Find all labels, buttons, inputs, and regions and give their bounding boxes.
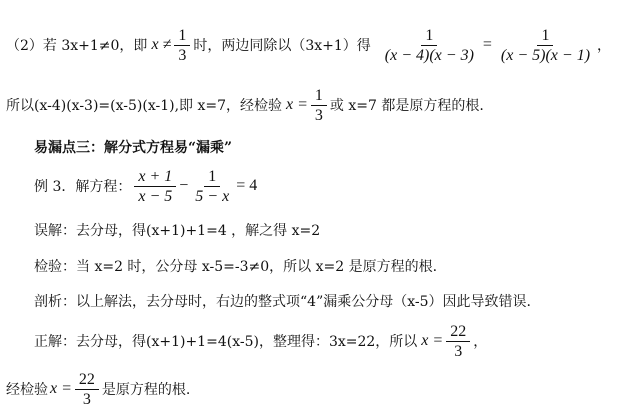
- section-heading: 易漏点三：解分式方程易“漏乘”: [34, 140, 233, 156]
- line1-trail: ，: [597, 38, 612, 54]
- fraction-numerator: 22: [446, 322, 470, 342]
- fraction-numerator: 1: [537, 26, 553, 46]
- line1-eq-right-fraction: [497, 26, 594, 65]
- fraction-numerator: 1: [174, 26, 190, 46]
- line-example-three: [34, 163, 257, 209]
- fraction-numerator: 1: [204, 167, 220, 187]
- final-text-a: 经检验: [6, 382, 48, 398]
- fraction-denominator: 3: [314, 106, 323, 124]
- example-minus: −: [179, 177, 189, 194]
- example-fraction-one: [134, 167, 176, 206]
- line1-fraction-one-third: [174, 26, 190, 65]
- example-rhs: = 4: [236, 177, 258, 194]
- line2-text-a: 所以(x-4)(x-3)=(x-5)(x-1),即 x=7，经检验: [6, 98, 283, 114]
- correct-text-a: 正解：去分母，得(x+1)+1=4(x-5)，整理得：3x=22，所以: [34, 334, 418, 350]
- line-check: 检验：当 x=2 时，公分母 x-5=-3≠0，所以 x=2 是原方程的根.: [34, 259, 438, 275]
- line2-fraction-one-third: [311, 86, 327, 125]
- fraction-numerator: 1: [421, 26, 437, 46]
- line-analysis: 剖析：以上解法，去分母时，右边的整式项“4”漏乘公分母（x-5）因此导致错误.: [34, 294, 531, 310]
- correct-x-equals: x =: [421, 332, 444, 349]
- example-label: 例 3．解方程：: [34, 179, 132, 195]
- fraction-denominator: (x − 4)(x − 3): [384, 46, 474, 64]
- line2-x-equals: x =: [286, 96, 308, 113]
- line1-equals: =: [482, 36, 492, 53]
- fraction-denominator: 3: [178, 46, 187, 64]
- fraction-denominator: x − 5: [138, 187, 173, 205]
- fraction-denominator: 3: [82, 390, 91, 408]
- fraction-numerator: 22: [75, 370, 99, 390]
- fraction-numerator: 1: [311, 86, 327, 106]
- final-text-b: 是原方程的根.: [101, 382, 191, 398]
- correct-trail: ，: [473, 334, 488, 350]
- fraction-numerator: x + 1: [134, 167, 176, 187]
- fraction-denominator: (x − 5)(x − 1): [500, 46, 591, 64]
- line1-inequality: x ≠: [151, 36, 172, 53]
- example-fraction-two: [191, 167, 233, 206]
- correct-fraction: [446, 322, 470, 361]
- fraction-denominator: 3: [454, 342, 463, 360]
- line-wrong-solution: 误解：去分母，得(x+1)+1=4 ，解之得 x=2: [34, 223, 321, 239]
- final-x-equals: x =: [50, 380, 72, 397]
- line1-text-a: （2）若 3x+1≠0，即: [6, 38, 148, 54]
- line2-text-b: 或 x=7 都是原方程的根.: [329, 98, 484, 114]
- line-case-two: [6, 22, 611, 68]
- line-correct-solution: [34, 318, 487, 364]
- line1-text-b: 时，两边同除以（3x+1）得: [193, 38, 371, 54]
- fraction-denominator: 5 − x: [195, 187, 230, 205]
- line1-eq-left-fraction: [381, 26, 478, 65]
- final-fraction: [75, 370, 99, 409]
- line-final-check: [6, 366, 190, 412]
- line-conclusion: [6, 82, 484, 128]
